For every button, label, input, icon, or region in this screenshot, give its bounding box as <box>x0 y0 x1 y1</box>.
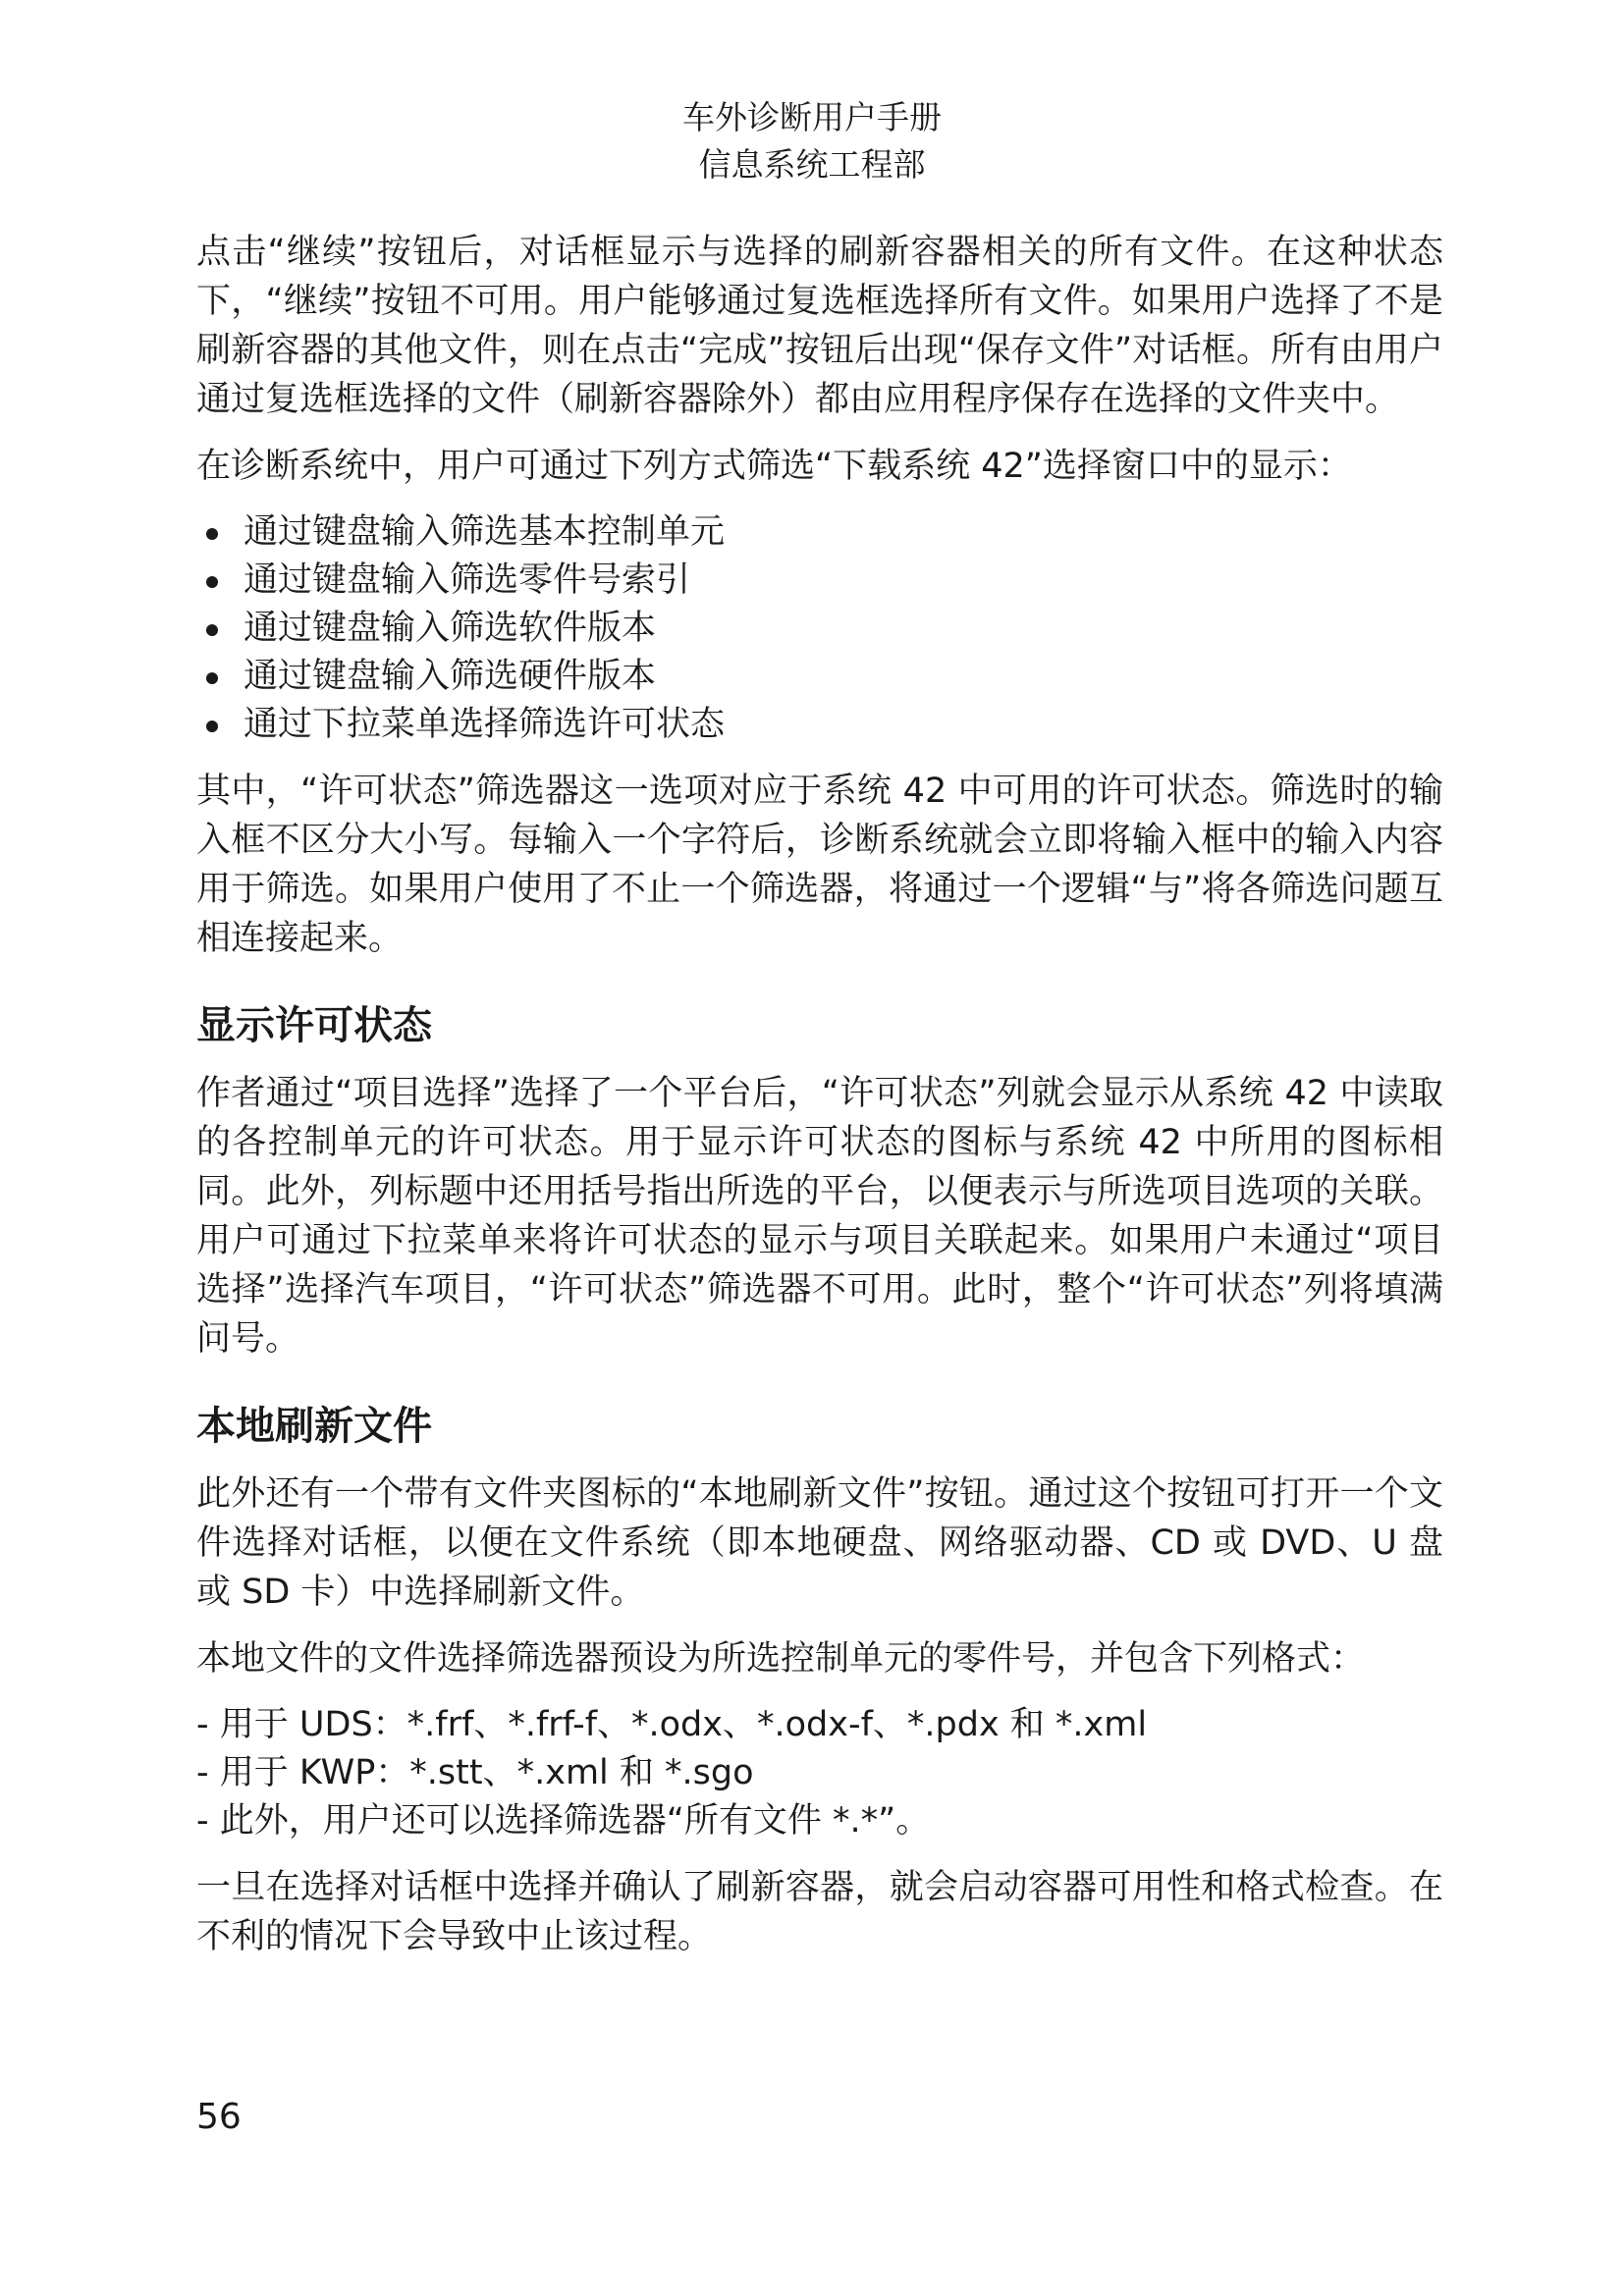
section-heading-local-flash-files: 本地刷新文件 <box>196 1404 432 1449</box>
format-list <box>196 1701 1443 1845</box>
page-content <box>196 228 1443 1979</box>
list-item: - 此外，用户还可以选择筛选器“所有文件 *.*”。 <box>196 1801 931 1841</box>
paragraph-license-status: 作者通过“项目选择”选择了一个平台后，“许可状态”列就会显示从系统 42 中读取的各控制单元的许可状态。用于显示许可状态的图标与系统 42 中所用的图标相同。此外，列标题中还用括号指出所选的平台，以便表示与所选项目选项的关联。用户可通过下拉菜单来将许可状态的显示与项目关联起来。如果用户未通过“项目选择”选择汽车项目，“许可状态”筛选器不可用。此时，整个“许可状态”列将填满问号。 <box>196 1074 1443 1359</box>
list-item: - 用于 UDS：*.frf、*.frf-f、*.odx、*.odx-f、*.pdx 和 *.xml <box>196 1705 1148 1744</box>
list-item: 通过键盘输入筛选软件版本 <box>196 605 1443 653</box>
paragraph-container-check: 一旦在选择对话框中选择并确认了刷新容器，就会启动容器可用性和格式检查。在不利的情况下会导致中止该过程。 <box>196 1868 1443 1956</box>
page-header <box>0 94 1624 188</box>
list-item: 通过下拉菜单选择筛选许可状态 <box>196 701 1443 749</box>
section-heading-license-status: 显示许可状态 <box>196 1003 432 1048</box>
paragraph-local-flash-button: 此外还有一个带有文件夹图标的“本地刷新文件”按钮。通过这个按钮可打开一个文件选择对话框，以便在文件系统（即本地硬盘、网络驱动器、CD 或 DVD、U 盘或 SD 卡）中选择刷新文件。 <box>196 1474 1443 1612</box>
list-item: 通过键盘输入筛选基本控制单元 <box>196 508 1443 557</box>
filter-bullet-list <box>196 508 1443 749</box>
list-item: 通过键盘输入筛选硬件版本 <box>196 653 1443 701</box>
bullet-icon <box>206 721 218 732</box>
header-department: 信息系统工程部 <box>698 145 926 184</box>
paragraph-file-filter: 本地文件的文件选择筛选器预设为所选控制单元的零件号，并包含下列格式： <box>196 1639 1366 1679</box>
paragraph-continue-button: 点击“继续”按钮后，对话框显示与选择的刷新容器相关的所有文件。在这种状态下，“继续”按钮不可用。用户能够通过复选框选择所有文件。如果用户选择了不是刷新容器的其他文件，则在点击“完成”按钮后出现“保存文件”对话框。所有由用户通过复选框选择的文件（刷新容器除外）都由应用程序保存在选择的文件夹中。 <box>196 233 1443 419</box>
list-item: - 用于 KWP：*.stt、*.xml 和 *.sgo <box>196 1753 754 1792</box>
bullet-icon <box>206 528 218 540</box>
paragraph-filter-intro: 在诊断系统中，用户可通过下列方式筛选“下载系统 42”选择窗口中的显示： <box>196 447 1352 486</box>
bullet-icon <box>206 624 218 636</box>
page-number: 56 <box>196 2097 242 2137</box>
header-title: 车外诊断用户手册 <box>682 98 942 136</box>
list-item: 通过键盘输入筛选零件号索引 <box>196 557 1443 605</box>
bullet-icon <box>206 672 218 684</box>
bullet-icon <box>206 576 218 588</box>
paragraph-license-filter: 其中，“许可状态”筛选器这一选项对应于系统 42 中可用的许可状态。筛选时的输入框不区分大小写。每输入一个字符后，诊断系统就会立即将输入框中的输入内容用于筛选。如果用户使用了不止一个筛选器，将通过一个逻辑“与”将各筛选问题互相连接起来。 <box>196 772 1443 958</box>
